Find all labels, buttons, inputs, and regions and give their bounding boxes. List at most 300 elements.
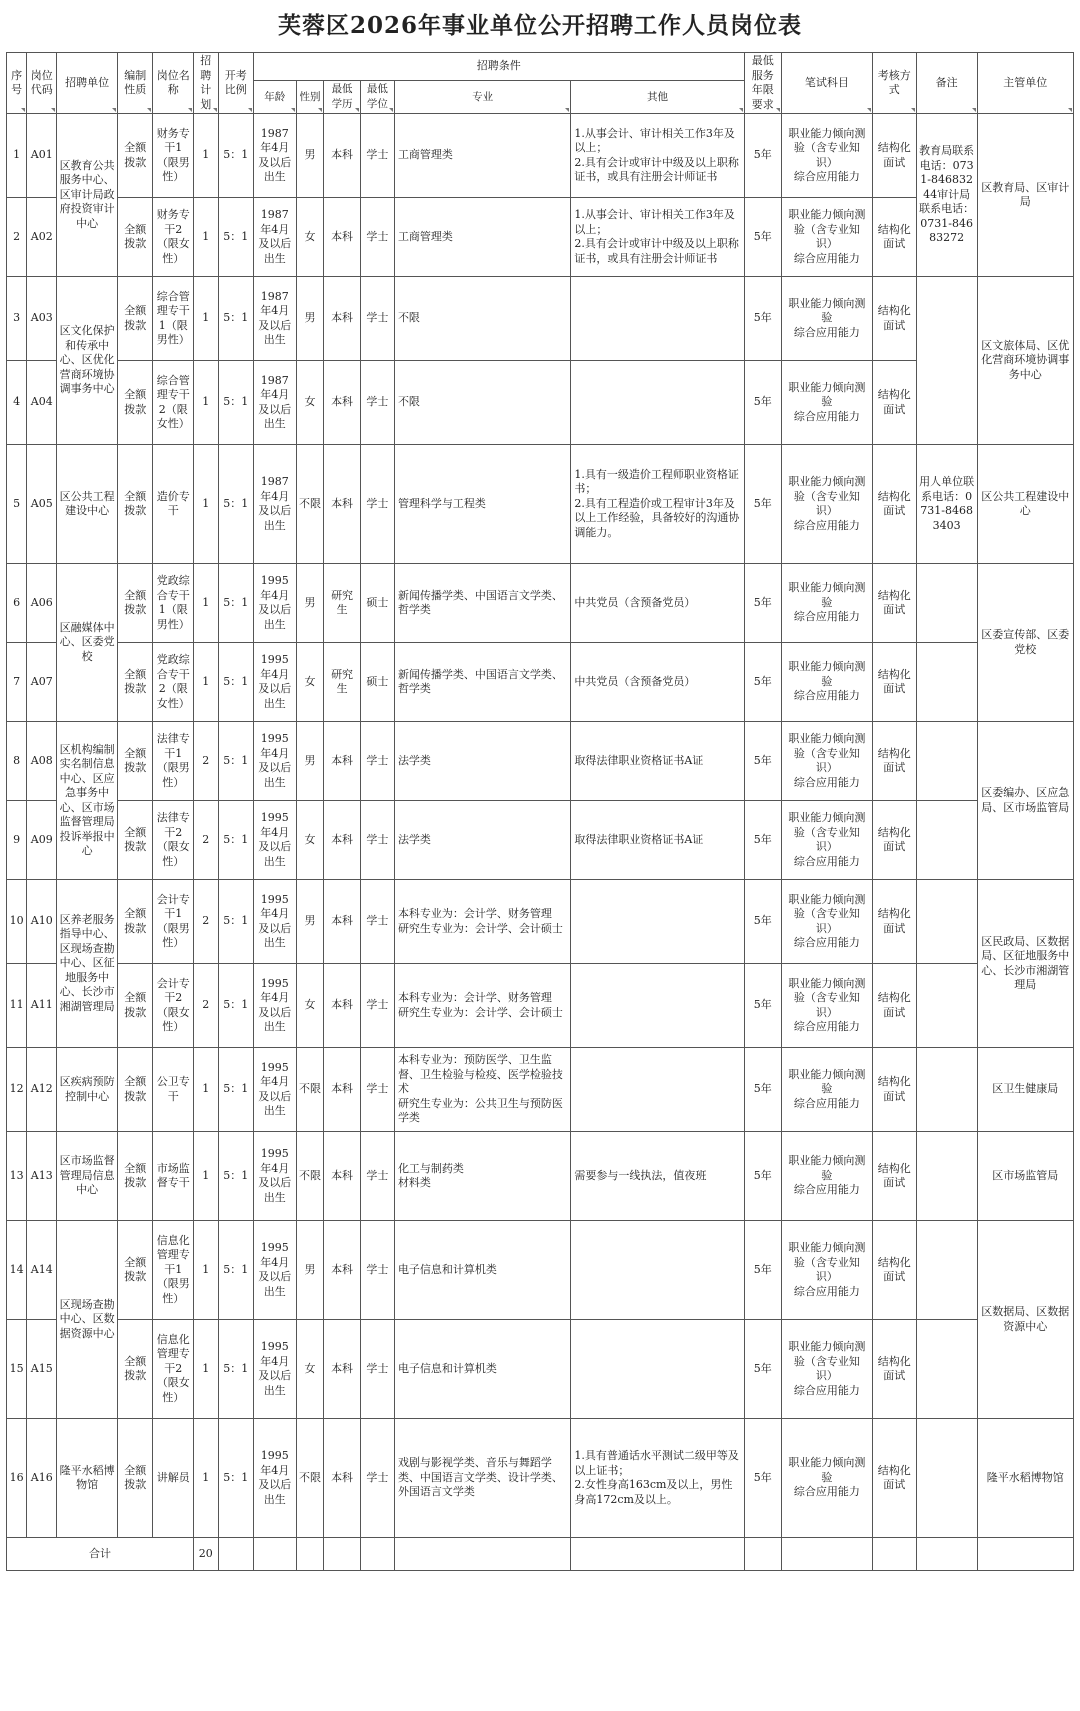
cell-age: 1987年4月及以后出生 (253, 114, 296, 198)
header-other: 其他 (571, 80, 744, 113)
cell-code: A11 (27, 964, 57, 1048)
cell-method: 结构化面试 (872, 964, 916, 1048)
cell-code: A03 (27, 277, 57, 361)
cell-gender: 男 (296, 880, 324, 964)
cell-plan: 1 (194, 564, 219, 643)
cell-post: 讲解员 (153, 1419, 194, 1538)
cell-exam: 职业能力倾向测验（含专业知识） 综合应用能力 (781, 1221, 872, 1320)
cell-remark: 用人单位联系电话：0731-84683403 (916, 445, 977, 564)
cell-method: 结构化面试 (872, 643, 916, 722)
cell-edu: 本科 (324, 1221, 360, 1320)
cell-other (571, 361, 744, 445)
cell-gender: 女 (296, 964, 324, 1048)
cell-code: A02 (27, 198, 57, 277)
cell-other: 中共党员（含预备党员） (571, 564, 744, 643)
table-row (7, 361, 1074, 445)
cell-method: 结构化面试 (872, 880, 916, 964)
cell-degree: 学士 (360, 1320, 394, 1419)
cell-code: A16 (27, 1419, 57, 1538)
cell-ratio: 5：1 (218, 1419, 253, 1538)
cell-remark (916, 1221, 977, 1320)
cell-other (571, 964, 744, 1048)
cell-age: 1995年4月及以后出生 (253, 1048, 296, 1132)
header-unit: 招聘单位 (57, 53, 118, 114)
cell-code: A13 (27, 1132, 57, 1221)
cell-remark (916, 1320, 977, 1419)
header-nature: 编制性质 (118, 53, 153, 114)
cell-edu: 本科 (324, 880, 360, 964)
cell-method: 结构化面试 (872, 1048, 916, 1132)
cell-post: 会计专干2（限女性） (153, 964, 194, 1048)
cell-dept: 区文旅体局、区优化营商环境协调事务中心 (977, 277, 1073, 445)
cell-nature: 全额拨款 (118, 277, 153, 361)
cell-method: 结构化面试 (872, 361, 916, 445)
cell-service: 5年 (744, 564, 781, 643)
cell-age: 1987年4月及以后出生 (253, 198, 296, 277)
cell-exam: 职业能力倾向测验（含专业知识） 综合应用能力 (781, 114, 872, 198)
cell-ratio: 5：1 (218, 277, 253, 361)
cell-seq: 2 (7, 198, 27, 277)
cell-service: 5年 (744, 445, 781, 564)
cell-major: 化工与制药类 材料类 (394, 1132, 570, 1221)
cell-ratio: 5：1 (218, 1132, 253, 1221)
cell-edu: 本科 (324, 198, 360, 277)
cell-post: 信息化管理专干1（限男性） (153, 1221, 194, 1320)
cell-gender: 不限 (296, 1132, 324, 1221)
cell-edu: 本科 (324, 361, 360, 445)
cell-post: 综合管理专干2（限女性） (153, 361, 194, 445)
cell-gender: 不限 (296, 1048, 324, 1132)
total-empty-cell (744, 1538, 781, 1571)
cell-major: 不限 (394, 361, 570, 445)
cell-remark (916, 643, 977, 722)
cell-other (571, 277, 744, 361)
total-empty-cell (253, 1538, 296, 1571)
cell-plan: 1 (194, 1048, 219, 1132)
cell-nature: 全额拨款 (118, 880, 153, 964)
cell-method: 结构化面试 (872, 564, 916, 643)
cell-nature: 全额拨款 (118, 114, 153, 198)
cell-service: 5年 (744, 198, 781, 277)
cell-gender: 女 (296, 198, 324, 277)
cell-post: 党政综合专干2（限女性） (153, 643, 194, 722)
cell-major: 戏剧与影视学类、音乐与舞蹈学类、中国语言文学类、设计学类、外国语言文学类 (394, 1419, 570, 1538)
cell-seq: 15 (7, 1320, 27, 1419)
cell-exam: 职业能力倾向测验 综合应用能力 (781, 277, 872, 361)
total-empty-cell (394, 1538, 570, 1571)
header-post: 岗位名称 (153, 53, 194, 114)
cell-edu: 本科 (324, 1419, 360, 1538)
cell-code: A08 (27, 722, 57, 801)
cell-gender: 男 (296, 722, 324, 801)
table-row (7, 801, 1074, 880)
cell-method: 结构化面试 (872, 445, 916, 564)
cell-remark (916, 277, 977, 445)
cell-nature: 全额拨款 (118, 1221, 153, 1320)
cell-code: A14 (27, 1221, 57, 1320)
cell-service: 5年 (744, 1320, 781, 1419)
table-row (7, 198, 1074, 277)
cell-degree: 学士 (360, 1221, 394, 1320)
cell-degree: 硕士 (360, 564, 394, 643)
cell-other: 取得法律职业资格证书A证 (571, 801, 744, 880)
cell-exam: 职业能力倾向测验 综合应用能力 (781, 643, 872, 722)
cell-nature: 全额拨款 (118, 722, 153, 801)
cell-seq: 13 (7, 1132, 27, 1221)
cell-post: 信息化管理专干2（限女性） (153, 1320, 194, 1419)
cell-gender: 不限 (296, 1419, 324, 1538)
cell-nature: 全额拨款 (118, 643, 153, 722)
total-empty-cell (324, 1538, 360, 1571)
cell-other: 需要参与一线执法，值夜班 (571, 1132, 744, 1221)
cell-major: 不限 (394, 277, 570, 361)
cell-exam: 职业能力倾向测验（含专业知识） 综合应用能力 (781, 722, 872, 801)
total-empty-cell (571, 1538, 744, 1571)
cell-remark (916, 722, 977, 801)
cell-degree: 学士 (360, 1419, 394, 1538)
cell-dept: 区卫生健康局 (977, 1048, 1073, 1132)
cell-exam: 职业能力倾向测验 综合应用能力 (781, 361, 872, 445)
cell-code: A06 (27, 564, 57, 643)
cell-other: 1.具有普通话水平测试二级甲等及以上证书； 2.女性身高163cm及以上，男性身高172cm及以上。 (571, 1419, 744, 1538)
cell-gender: 男 (296, 277, 324, 361)
cell-post: 市场监督专干 (153, 1132, 194, 1221)
cell-post: 公卫专干 (153, 1048, 194, 1132)
cell-degree: 学士 (360, 801, 394, 880)
cell-remark (916, 801, 977, 880)
cell-gender: 男 (296, 114, 324, 198)
cell-remark (916, 1419, 977, 1538)
header-service: 最低服务年限要求 (744, 53, 781, 114)
cell-exam: 职业能力倾向测验（含专业知识） 综合应用能力 (781, 1320, 872, 1419)
cell-major: 电子信息和计算机类 (394, 1221, 570, 1320)
cell-plan: 2 (194, 722, 219, 801)
cell-major: 本科专业为：预防医学、卫生监督、卫生检验与检疫、医学检验技术 研究生专业为：公共卫生与预防医学类 (394, 1048, 570, 1132)
cell-post: 综合管理专干1（限男性） (153, 277, 194, 361)
table-body (7, 53, 1074, 1571)
header-seq: 序号 (7, 53, 27, 114)
cell-seq: 1 (7, 114, 27, 198)
cell-exam: 职业能力倾向测验（含专业知识） 综合应用能力 (781, 880, 872, 964)
cell-service: 5年 (744, 277, 781, 361)
cell-exam: 职业能力倾向测验（含专业知识） 综合应用能力 (781, 801, 872, 880)
cell-degree: 硕士 (360, 643, 394, 722)
cell-age: 1995年4月及以后出生 (253, 1221, 296, 1320)
cell-other (571, 1048, 744, 1132)
cell-method: 结构化面试 (872, 1132, 916, 1221)
cell-service: 5年 (744, 1419, 781, 1538)
total-label: 合计 (7, 1538, 194, 1571)
cell-age: 1995年4月及以后出生 (253, 964, 296, 1048)
header-min-degree: 最低学位 (360, 80, 394, 113)
cell-degree: 学士 (360, 964, 394, 1048)
cell-ratio: 5：1 (218, 445, 253, 564)
cell-plan: 1 (194, 643, 219, 722)
cell-age: 1995年4月及以后出生 (253, 1419, 296, 1538)
cell-post: 党政综合专干1（限男性） (153, 564, 194, 643)
table-row (7, 445, 1074, 564)
cell-unit: 区融媒体中心、区委党校 (57, 564, 118, 722)
table-row (7, 643, 1074, 722)
cell-code: A09 (27, 801, 57, 880)
cell-service: 5年 (744, 964, 781, 1048)
cell-ratio: 5：1 (218, 114, 253, 198)
cell-major: 管理科学与工程类 (394, 445, 570, 564)
cell-plan: 2 (194, 801, 219, 880)
cell-edu: 研究生 (324, 564, 360, 643)
cell-gender: 不限 (296, 445, 324, 564)
cell-plan: 1 (194, 198, 219, 277)
table-row (7, 1132, 1074, 1221)
cell-exam: 职业能力倾向测验 综合应用能力 (781, 1048, 872, 1132)
cell-unit: 区文化保护和传承中心、区优化营商环境协调事务中心 (57, 277, 118, 445)
cell-major: 法学类 (394, 722, 570, 801)
cell-gender: 女 (296, 643, 324, 722)
cell-major: 本科专业为：会计学、财务管理 研究生专业为：会计学、会计硕士 (394, 880, 570, 964)
cell-ratio: 5：1 (218, 1048, 253, 1132)
table-row (7, 964, 1074, 1048)
total-empty-cell (218, 1538, 253, 1571)
cell-method: 结构化面试 (872, 277, 916, 361)
cell-code: A01 (27, 114, 57, 198)
cell-seq: 9 (7, 801, 27, 880)
cell-edu: 本科 (324, 114, 360, 198)
table-row (7, 114, 1074, 198)
cell-age: 1987年4月及以后出生 (253, 445, 296, 564)
cell-exam: 职业能力倾向测验 综合应用能力 (781, 1419, 872, 1538)
header-conditions: 招聘条件 (253, 53, 744, 81)
cell-plan: 1 (194, 277, 219, 361)
page-title: 芙蓉区2026年事业单位公开招聘工作人员岗位表 (277, 12, 802, 39)
cell-dept: 区市场监管局 (977, 1132, 1073, 1221)
cell-edu: 本科 (324, 801, 360, 880)
cell-service: 5年 (744, 801, 781, 880)
cell-post: 法律专干2（限女性） (153, 801, 194, 880)
cell-remark (916, 1048, 977, 1132)
cell-age: 1987年4月及以后出生 (253, 361, 296, 445)
cell-seq: 8 (7, 722, 27, 801)
cell-service: 5年 (744, 1221, 781, 1320)
cell-gender: 女 (296, 801, 324, 880)
cell-exam: 职业能力倾向测验（含专业知识） 综合应用能力 (781, 198, 872, 277)
cell-plan: 1 (194, 1132, 219, 1221)
cell-edu: 本科 (324, 277, 360, 361)
cell-dept: 区公共工程建设中心 (977, 445, 1073, 564)
cell-method: 结构化面试 (872, 114, 916, 198)
cell-service: 5年 (744, 643, 781, 722)
cell-edu: 本科 (324, 1320, 360, 1419)
cell-age: 1987年4月及以后出生 (253, 277, 296, 361)
cell-plan: 1 (194, 445, 219, 564)
header-plan: 招聘计划 (194, 53, 219, 114)
cell-service: 5年 (744, 1048, 781, 1132)
cell-dept: 区委编办、区应急局、区市场监管局 (977, 722, 1073, 880)
cell-age: 1995年4月及以后出生 (253, 643, 296, 722)
cell-major: 法学类 (394, 801, 570, 880)
cell-service: 5年 (744, 361, 781, 445)
header-gender: 性别 (296, 80, 324, 113)
cell-seq: 10 (7, 880, 27, 964)
cell-age: 1995年4月及以后出生 (253, 564, 296, 643)
total-empty-cell (360, 1538, 394, 1571)
cell-ratio: 5：1 (218, 198, 253, 277)
cell-other: 中共党员（含预备党员） (571, 643, 744, 722)
cell-ratio: 5：1 (218, 643, 253, 722)
cell-other: 1.从事会计、审计相关工作3年及以上； 2.具有会计或审计中级及以上职称证书，或具有注册会计师证书 (571, 198, 744, 277)
cell-seq: 14 (7, 1221, 27, 1320)
cell-degree: 学士 (360, 361, 394, 445)
cell-age: 1995年4月及以后出生 (253, 1320, 296, 1419)
cell-other: 1.从事会计、审计相关工作3年及以上； 2.具有会计或审计中级及以上职称证书，或具有注册会计师证书 (571, 114, 744, 198)
cell-method: 结构化面试 (872, 801, 916, 880)
total-empty-cell (781, 1538, 872, 1571)
cell-service: 5年 (744, 880, 781, 964)
cell-remark (916, 564, 977, 643)
total-plan: 20 (194, 1538, 219, 1571)
cell-other (571, 880, 744, 964)
cell-edu: 本科 (324, 1048, 360, 1132)
cell-seq: 12 (7, 1048, 27, 1132)
header-method: 考核方式 (872, 53, 916, 114)
cell-remark (916, 964, 977, 1048)
cell-nature: 全额拨款 (118, 445, 153, 564)
cell-ratio: 5：1 (218, 1320, 253, 1419)
cell-degree: 学士 (360, 880, 394, 964)
cell-code: A07 (27, 643, 57, 722)
header-major: 专业 (394, 80, 570, 113)
table-row (7, 277, 1074, 361)
cell-degree: 学士 (360, 114, 394, 198)
header-ratio: 开考比例 (218, 53, 253, 114)
header-min-edu: 最低学历 (324, 80, 360, 113)
cell-edu: 本科 (324, 445, 360, 564)
cell-major: 工商管理类 (394, 198, 570, 277)
cell-remark: 教育局联系电话：0731-84683244审计局联系电话：0731-84683272 (916, 114, 977, 277)
cell-post: 财务专干2（限女性） (153, 198, 194, 277)
header-code: 岗位代码 (27, 53, 57, 114)
cell-ratio: 5：1 (218, 1221, 253, 1320)
cell-exam: 职业能力倾向测验（含专业知识） 综合应用能力 (781, 445, 872, 564)
cell-plan: 1 (194, 361, 219, 445)
cell-nature: 全额拨款 (118, 1419, 153, 1538)
cell-major: 工商管理类 (394, 114, 570, 198)
cell-seq: 4 (7, 361, 27, 445)
cell-unit: 区教育公共服务中心、区审计局政府投资审计中心 (57, 114, 118, 277)
cell-gender: 男 (296, 1221, 324, 1320)
cell-plan: 2 (194, 964, 219, 1048)
cell-age: 1995年4月及以后出生 (253, 722, 296, 801)
cell-other: 取得法律职业资格证书A证 (571, 722, 744, 801)
cell-degree: 学士 (360, 445, 394, 564)
cell-nature: 全额拨款 (118, 1320, 153, 1419)
header-remark: 备注 (916, 53, 977, 114)
cell-ratio: 5：1 (218, 564, 253, 643)
cell-other: 1.具有一级造价工程师职业资格证书； 2.具有工程造价或工程审计3年及以上工作经验，具备较好的沟通协调能力。 (571, 445, 744, 564)
cell-ratio: 5：1 (218, 361, 253, 445)
cell-post: 法律专干1（限男性） (153, 722, 194, 801)
cell-plan: 1 (194, 1320, 219, 1419)
cell-dept: 区委宣传部、区委党校 (977, 564, 1073, 722)
header-dept: 主管单位 (977, 53, 1073, 114)
cell-plan: 2 (194, 880, 219, 964)
cell-code: A15 (27, 1320, 57, 1419)
cell-degree: 学士 (360, 722, 394, 801)
cell-method: 结构化面试 (872, 198, 916, 277)
total-empty-cell (916, 1538, 977, 1571)
cell-seq: 7 (7, 643, 27, 722)
cell-degree: 学士 (360, 198, 394, 277)
cell-ratio: 5：1 (218, 880, 253, 964)
cell-unit: 区疾病预防控制中心 (57, 1048, 118, 1132)
total-empty-cell (872, 1538, 916, 1571)
cell-seq: 11 (7, 964, 27, 1048)
cell-age: 1995年4月及以后出生 (253, 1132, 296, 1221)
cell-service: 5年 (744, 1132, 781, 1221)
cell-code: A05 (27, 445, 57, 564)
cell-unit: 区公共工程建设中心 (57, 445, 118, 564)
cell-edu: 本科 (324, 964, 360, 1048)
cell-plan: 1 (194, 1221, 219, 1320)
cell-gender: 女 (296, 361, 324, 445)
cell-exam: 职业能力倾向测验（含专业知识） 综合应用能力 (781, 964, 872, 1048)
cell-major: 新闻传播学类、中国语言文学类、哲学类 (394, 643, 570, 722)
cell-method: 结构化面试 (872, 1419, 916, 1538)
cell-nature: 全额拨款 (118, 564, 153, 643)
cell-method: 结构化面试 (872, 1320, 916, 1419)
cell-code: A04 (27, 361, 57, 445)
cell-seq: 6 (7, 564, 27, 643)
cell-unit: 区市场监督管理局信息中心 (57, 1132, 118, 1221)
table-row (7, 722, 1074, 801)
header-exam: 笔试科目 (781, 53, 872, 114)
cell-nature: 全额拨款 (118, 964, 153, 1048)
cell-nature: 全额拨款 (118, 801, 153, 880)
cell-degree: 学士 (360, 1132, 394, 1221)
cell-exam: 职业能力倾向测验 综合应用能力 (781, 564, 872, 643)
cell-edu: 本科 (324, 1132, 360, 1221)
cell-method: 结构化面试 (872, 722, 916, 801)
cell-nature: 全额拨款 (118, 1132, 153, 1221)
cell-method: 结构化面试 (872, 1221, 916, 1320)
cell-nature: 全额拨款 (118, 198, 153, 277)
cell-seq: 5 (7, 445, 27, 564)
cell-age: 1995年4月及以后出生 (253, 801, 296, 880)
table-row (7, 1221, 1074, 1320)
cell-edu: 研究生 (324, 643, 360, 722)
cell-major: 本科专业为：会计学、财务管理 研究生专业为：会计学、会计硕士 (394, 964, 570, 1048)
cell-degree: 学士 (360, 277, 394, 361)
table-row (7, 564, 1074, 643)
cell-other (571, 1221, 744, 1320)
cell-unit: 区现场查勘中心、区数据资源中心 (57, 1221, 118, 1419)
cell-edu: 本科 (324, 722, 360, 801)
cell-unit: 区养老服务指导中心、区现场查勘中心、区征地服务中心、长沙市湘湖管理局 (57, 880, 118, 1048)
cell-plan: 1 (194, 114, 219, 198)
total-empty-cell (296, 1538, 324, 1571)
table-row (7, 1419, 1074, 1538)
header-age: 年龄 (253, 80, 296, 113)
cell-major: 新闻传播学类、中国语言文学类、哲学类 (394, 564, 570, 643)
cell-ratio: 5：1 (218, 801, 253, 880)
cell-unit: 隆平水稻博物馆 (57, 1419, 118, 1538)
cell-service: 5年 (744, 722, 781, 801)
cell-ratio: 5：1 (218, 722, 253, 801)
cell-other (571, 1320, 744, 1419)
cell-unit: 区机构编制实名制信息中心、区应急事务中心、区市场监督管理局投诉举报中心 (57, 722, 118, 880)
cell-plan: 1 (194, 1419, 219, 1538)
cell-seq: 16 (7, 1419, 27, 1538)
cell-remark (916, 880, 977, 964)
